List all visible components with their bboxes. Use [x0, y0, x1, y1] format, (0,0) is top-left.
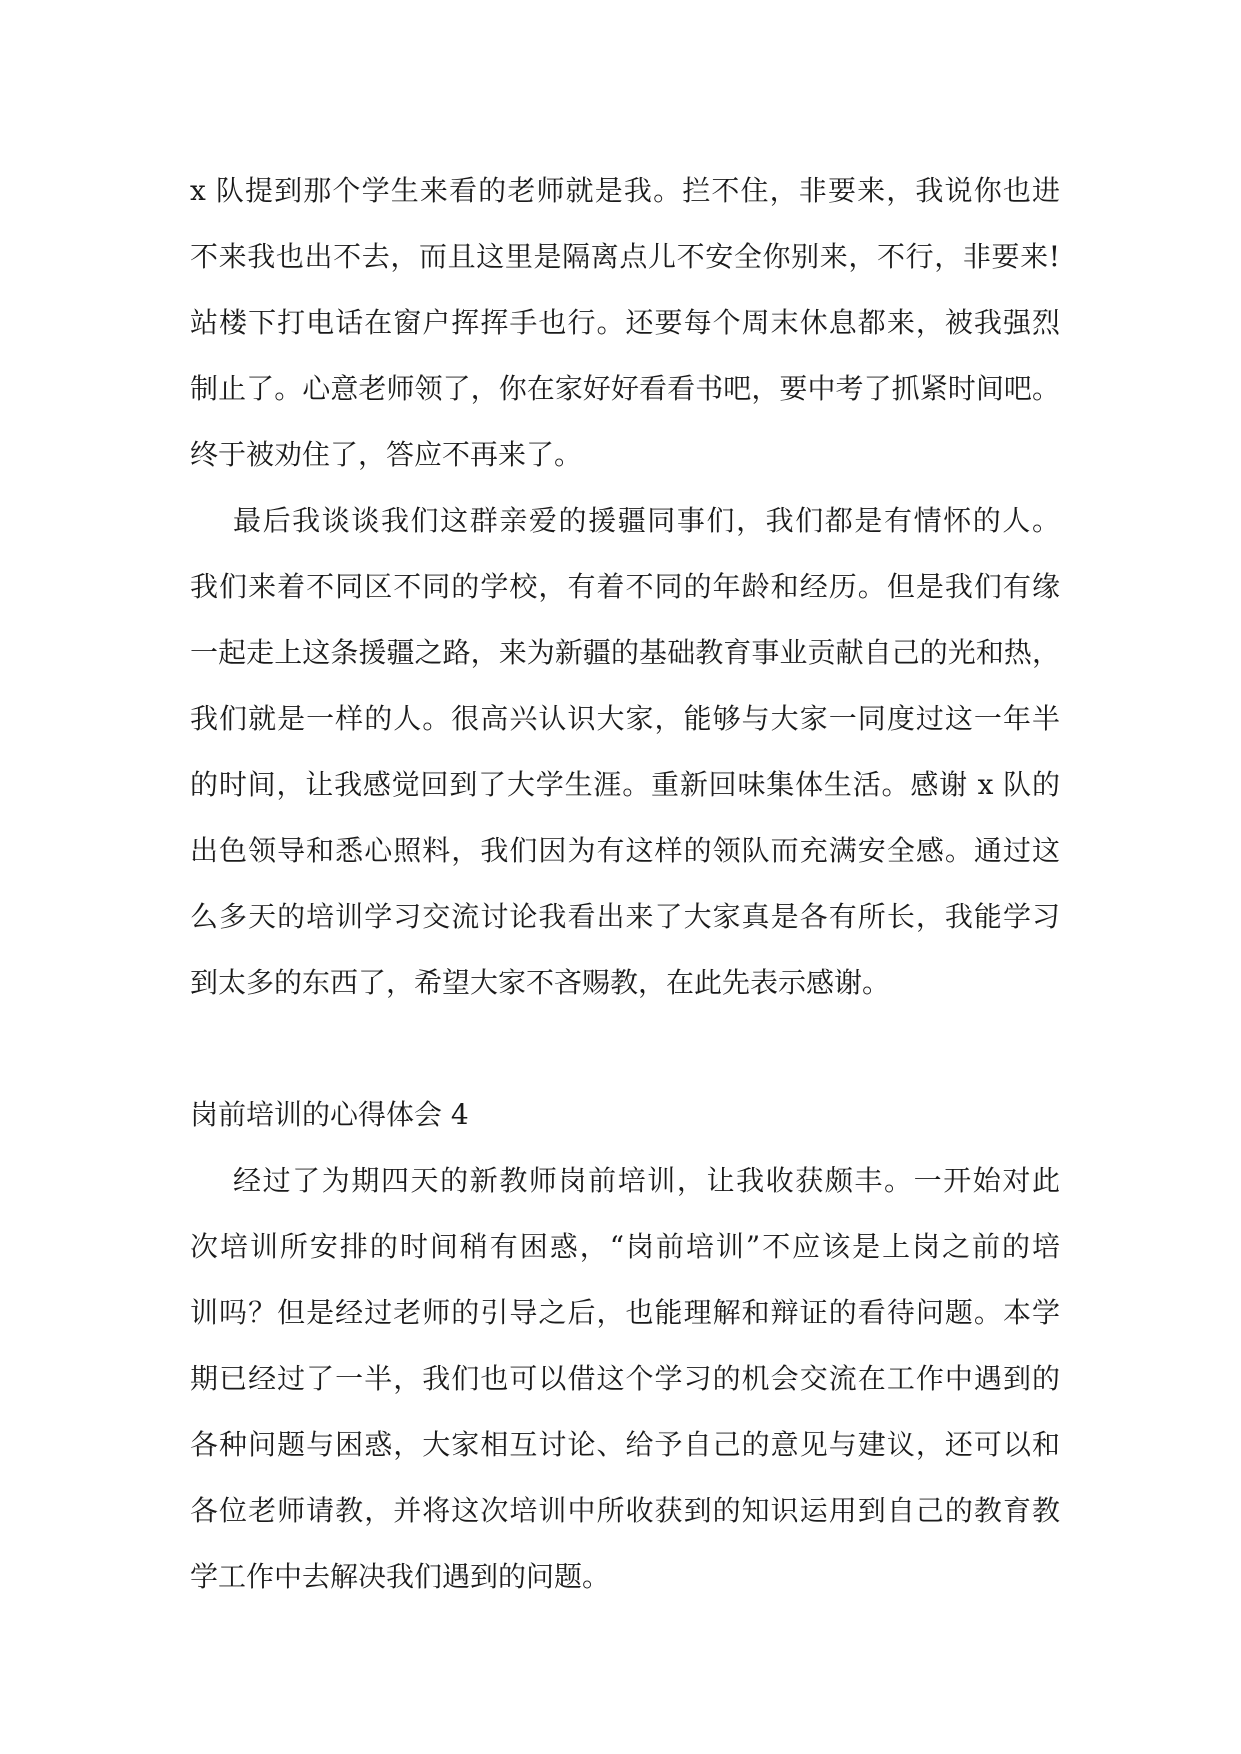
- section-heading: 岗前培训的心得体会 4: [190, 1098, 469, 1131]
- section-spacer: [190, 1016, 1060, 1082]
- text-line: 制止了。心意老师领了，你在家好好看看书吧，要中考了抓紧时间吧。: [190, 372, 1060, 405]
- text-line: 站楼下打电话在窗户挥挥手也行。还要每个周末休息都来，被我强烈: [190, 306, 1060, 339]
- text-line: 出色领导和悉心照料，我们因为有这样的领队而充满安全感。通过这: [190, 834, 1060, 867]
- text-line: 一起走上这条援疆之路，来为新疆的基础教育事业贡献自己的光和热，: [190, 636, 1060, 669]
- text-line: 次培训所安排的时间稍有困惑，“岗前培训”不应该是上岗之前的培: [190, 1230, 1060, 1263]
- text-line: 经过了为期四天的新教师岗前培训，让我收获颇丰。一开始对此: [233, 1164, 1060, 1197]
- text-line: 最后我谈谈我们这群亲爱的援疆同事们，我们都是有情怀的人。: [233, 504, 1060, 537]
- paragraph-1: [190, 158, 1060, 488]
- text-line: x 队提到那个学生来看的老师就是我。拦不住，非要来，我说你也进: [190, 174, 1060, 207]
- paragraph-3: [190, 1148, 1060, 1610]
- text-line: 我们就是一样的人。很高兴认识大家，能够与大家一同度过这一年半: [190, 702, 1060, 735]
- text-line: 学工作中去解决我们遇到的问题。: [190, 1560, 611, 1593]
- text-line: 训吗？但是经过老师的引导之后，也能理解和辩证的看待问题。本学: [190, 1296, 1060, 1329]
- text-line: 终于被劝住了，答应不再来了。: [190, 438, 583, 471]
- text-line: 各位老师请教，并将这次培训中所收获到的知识运用到自己的教育教: [190, 1494, 1060, 1527]
- text-line: 到太多的东西了，希望大家不吝赐教，在此先表示感谢。: [190, 966, 891, 999]
- text-line: 不来我也出不去，而且这里是隔离点儿不安全你别来，不行，非要来!: [190, 240, 1060, 273]
- text-line: 各种问题与困惑，大家相互讨论、给予自己的意见与建议，还可以和: [190, 1428, 1060, 1461]
- text-line: 期已经过了一半，我们也可以借这个学习的机会交流在工作中遇到的: [190, 1362, 1060, 1395]
- paragraph-2: [190, 488, 1060, 1016]
- document-body: [190, 158, 1060, 1610]
- text-line: 我们来着不同区不同的学校，有着不同的年龄和经历。但是我们有缘: [190, 570, 1060, 603]
- text-line: 的时间，让我感觉回到了大学生涯。重新回味集体生活。感谢 x 队的: [190, 768, 1060, 801]
- text-line: 么多天的培训学习交流讨论我看出来了大家真是各有所长，我能学习: [190, 900, 1060, 933]
